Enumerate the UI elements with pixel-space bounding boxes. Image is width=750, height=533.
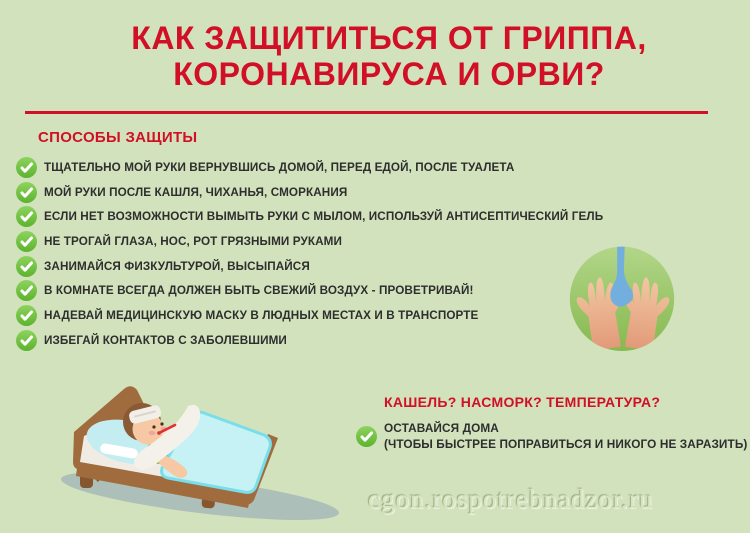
hand-washing-icon bbox=[564, 233, 680, 355]
advice-label bbox=[384, 421, 747, 452]
advice-line-2: (ЧТОБЫ БЫСТРЕЕ ПОПРАВИТЬСЯ И НИКОГО НЕ ЗАРАЗИТЬ) bbox=[384, 436, 748, 451]
list-item bbox=[16, 328, 603, 353]
sick-child-in-bed-icon bbox=[50, 372, 350, 532]
title-line-1: КАК ЗАЩИТИТЬСЯ ОТ ГРИППА, bbox=[131, 20, 647, 56]
check-circle-icon bbox=[16, 280, 37, 301]
page-title bbox=[0, 20, 750, 92]
check-circle-icon bbox=[356, 426, 377, 447]
list-item bbox=[16, 204, 603, 229]
list-item bbox=[16, 254, 603, 279]
list-item bbox=[16, 303, 603, 328]
advice-line-1: ОСТАВАЙСЯ ДОМА bbox=[384, 421, 499, 435]
stay-home-advice bbox=[356, 421, 747, 452]
protection-section-heading: СПОСОБЫ ЗАЩИТЫ bbox=[38, 129, 198, 146]
list-item-label: ТЩАТЕЛЬНО МОЙ РУКИ ВЕРНУВШИСЬ ДОМОЙ, ПЕРЕД ЕДОЙ, ПОСЛЕ ТУАЛЕТА bbox=[44, 160, 515, 174]
divider bbox=[25, 111, 708, 114]
check-circle-icon bbox=[16, 182, 37, 203]
check-circle-icon bbox=[16, 330, 37, 351]
list-item-label: В КОМНАТЕ ВСЕГДА ДОЛЖЕН БЫТЬ СВЕЖИЙ ВОЗДУХ - ПРОВЕТРИВАЙ! bbox=[44, 284, 474, 298]
list-item-label: ИЗБЕГАЙ КОНТАКТОВ С ЗАБОЛЕВШИМИ bbox=[44, 333, 287, 347]
check-circle-icon bbox=[16, 256, 37, 277]
title-line-2: КОРОНАВИРУСА И ОРВИ? bbox=[173, 56, 605, 92]
list-item-label: ЕСЛИ НЕТ ВОЗМОЖНОСТИ ВЫМЫТЬ РУКИ С МЫЛОМ, ИСПОЛЬЗУЙ АНТИСЕПТИЧЕСКИЙ ГЕЛЬ bbox=[44, 210, 604, 224]
list-item bbox=[16, 278, 603, 303]
list-item bbox=[16, 229, 603, 254]
check-circle-icon bbox=[16, 157, 37, 178]
list-item-label: НЕ ТРОГАЙ ГЛАЗА, НОС, РОТ ГРЯЗНЫМИ РУКАМИ bbox=[44, 234, 342, 248]
list-item bbox=[16, 155, 603, 180]
check-circle-icon bbox=[16, 206, 37, 227]
check-circle-icon bbox=[16, 305, 37, 326]
list-item-label: НАДЕВАЙ МЕДИЦИНСКУЮ МАСКУ В ЛЮДНЫХ МЕСТАХ И В ТРАНСПОРТЕ bbox=[44, 308, 479, 322]
symptoms-section-heading: КАШЕЛЬ? НАСМОРК? ТЕМПЕРАТУРА? bbox=[384, 394, 661, 410]
list-item bbox=[16, 180, 603, 205]
list-item-label: МОЙ РУКИ ПОСЛЕ КАШЛЯ, ЧИХАНЬЯ, СМОРКАНИЯ bbox=[44, 185, 348, 199]
list-item-label: ЗАНИМАЙСЯ ФИЗКУЛЬТУРОЙ, ВЫСЫПАЙСЯ bbox=[44, 259, 310, 273]
check-circle-icon bbox=[16, 231, 37, 252]
watermark: cgon.rospotrebnadzor.ru bbox=[368, 484, 654, 514]
protection-list bbox=[16, 155, 603, 353]
